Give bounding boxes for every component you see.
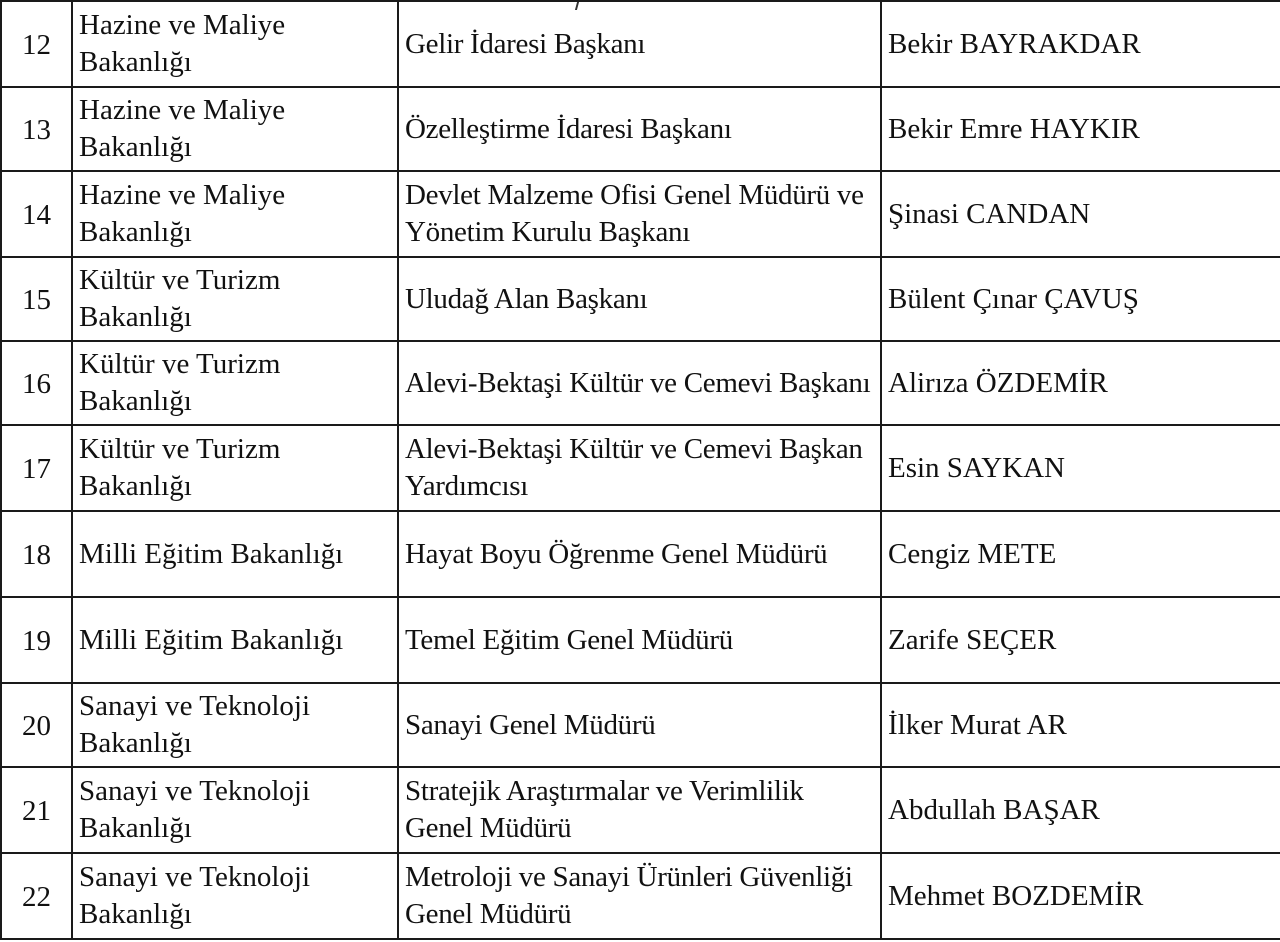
ministry-cell <box>72 1 398 87</box>
ministry-line: Bakanlığı <box>79 46 192 78</box>
table-row <box>1 683 1280 767</box>
row-number: 20 <box>1 683 72 767</box>
appointee-name: Şinasi CANDAN <box>881 171 1280 257</box>
position-cell <box>398 597 881 683</box>
ministry-line: Sanayi ve Teknoloji <box>79 690 311 722</box>
ministry-line: Hazine ve Maliye <box>79 179 286 211</box>
position-line: Temel Eğitim Genel Müdürü <box>405 623 733 656</box>
appointee-name: Zarife SEÇER <box>881 597 1280 683</box>
row-number: 22 <box>1 853 72 939</box>
position-cell <box>398 853 881 939</box>
ministry-line: Kültür ve Turizm <box>79 433 281 465</box>
ministry-line: Bakanlığı <box>79 131 192 163</box>
table-body <box>1 1 1280 939</box>
table-row <box>1 767 1280 853</box>
ministry-cell <box>72 257 398 341</box>
appointee-name: İlker Murat AR <box>881 683 1280 767</box>
position-line: Devlet Malzeme Ofisi Genel Müdürü ve <box>405 179 864 211</box>
appointee-name: Bülent Çınar ÇAVUŞ <box>881 257 1280 341</box>
row-number: 14 <box>1 171 72 257</box>
table-row <box>1 341 1280 425</box>
ministry-cell <box>72 597 398 683</box>
ministry-line: Milli Eğitim Bakanlığı <box>79 537 344 570</box>
ministry-cell <box>72 341 398 425</box>
row-number: 21 <box>1 767 72 853</box>
table-row <box>1 257 1280 341</box>
appointee-name: Mehmet BOZDEMİR <box>881 853 1280 939</box>
position-line: Genel Müdürü <box>405 898 572 930</box>
table-row <box>1 425 1280 511</box>
row-number: 12 <box>1 1 72 87</box>
table-row <box>1 853 1280 939</box>
row-number: 18 <box>1 511 72 597</box>
ministry-line: Kültür ve Turizm <box>79 264 281 296</box>
position-cell <box>398 511 881 597</box>
ministry-line: Bakanlığı <box>79 812 192 844</box>
position-cell <box>398 767 881 853</box>
ministry-line: Bakanlığı <box>79 898 192 930</box>
position-line: Genel Müdürü <box>405 812 572 844</box>
ministry-cell <box>72 767 398 853</box>
ministry-line: Hazine ve Maliye <box>79 94 286 126</box>
table-row <box>1 511 1280 597</box>
position-line: Yardımcısı <box>405 470 528 502</box>
row-number: 19 <box>1 597 72 683</box>
ministry-line: Bakanlığı <box>79 727 192 759</box>
appointee-name: Esin SAYKAN <box>881 425 1280 511</box>
position-line: Alevi-Bektaşi Kültür ve Cemevi Başkanı <box>405 366 871 399</box>
table-row <box>1 87 1280 171</box>
appointee-name: Abdullah BAŞAR <box>881 767 1280 853</box>
ministry-line: Bakanlığı <box>79 301 192 333</box>
position-cell <box>398 425 881 511</box>
position-cell <box>398 171 881 257</box>
table-row <box>1 597 1280 683</box>
ministry-line: Bakanlığı <box>79 470 192 502</box>
position-cell <box>398 257 881 341</box>
position-cell <box>398 683 881 767</box>
position-line: Özelleştirme İdaresi Başkanı <box>405 112 732 145</box>
ministry-line: Sanayi ve Teknoloji <box>79 861 311 893</box>
ministry-line: Milli Eğitim Bakanlığı <box>79 623 344 656</box>
appointee-name: Cengiz METE <box>881 511 1280 597</box>
ministry-cell <box>72 87 398 171</box>
table-row <box>1 1 1280 87</box>
ministry-line: Kültür ve Turizm <box>79 348 281 380</box>
position-line: Yönetim Kurulu Başkanı <box>405 216 690 248</box>
ministry-line: Bakanlığı <box>79 385 192 417</box>
table-row <box>1 171 1280 257</box>
position-line: Sanayi Genel Müdürü <box>405 708 656 741</box>
position-cell <box>398 87 881 171</box>
ministry-line: Sanayi ve Teknoloji <box>79 775 311 807</box>
position-cell <box>398 1 881 87</box>
ministry-cell <box>72 511 398 597</box>
position-line: Hayat Boyu Öğrenme Genel Müdürü <box>405 537 828 570</box>
ministry-line: Bakanlığı <box>79 216 192 248</box>
position-line: Metroloji ve Sanayi Ürünleri Güvenliği <box>405 861 853 893</box>
appointee-name: Alirıza ÖZDEMİR <box>881 341 1280 425</box>
row-number: 15 <box>1 257 72 341</box>
position-cell <box>398 341 881 425</box>
ministry-cell <box>72 171 398 257</box>
position-line: Gelir İdaresi Başkanı <box>405 27 646 60</box>
row-number: 13 <box>1 87 72 171</box>
ministry-cell <box>72 853 398 939</box>
ministry-line: Hazine ve Maliye <box>79 9 286 41</box>
ministry-cell <box>72 425 398 511</box>
row-number: 16 <box>1 341 72 425</box>
position-line: Stratejik Araştırmalar ve Verimlilik <box>405 775 804 807</box>
appointee-name: Bekir Emre HAYKIR <box>881 87 1280 171</box>
ministry-cell <box>72 683 398 767</box>
appointee-name: Bekir BAYRAKDAR <box>881 1 1280 87</box>
row-number: 17 <box>1 425 72 511</box>
position-line: Uludağ Alan Başkanı <box>405 282 648 315</box>
position-line: Alevi-Bektaşi Kültür ve Cemevi Başkan <box>405 433 863 465</box>
